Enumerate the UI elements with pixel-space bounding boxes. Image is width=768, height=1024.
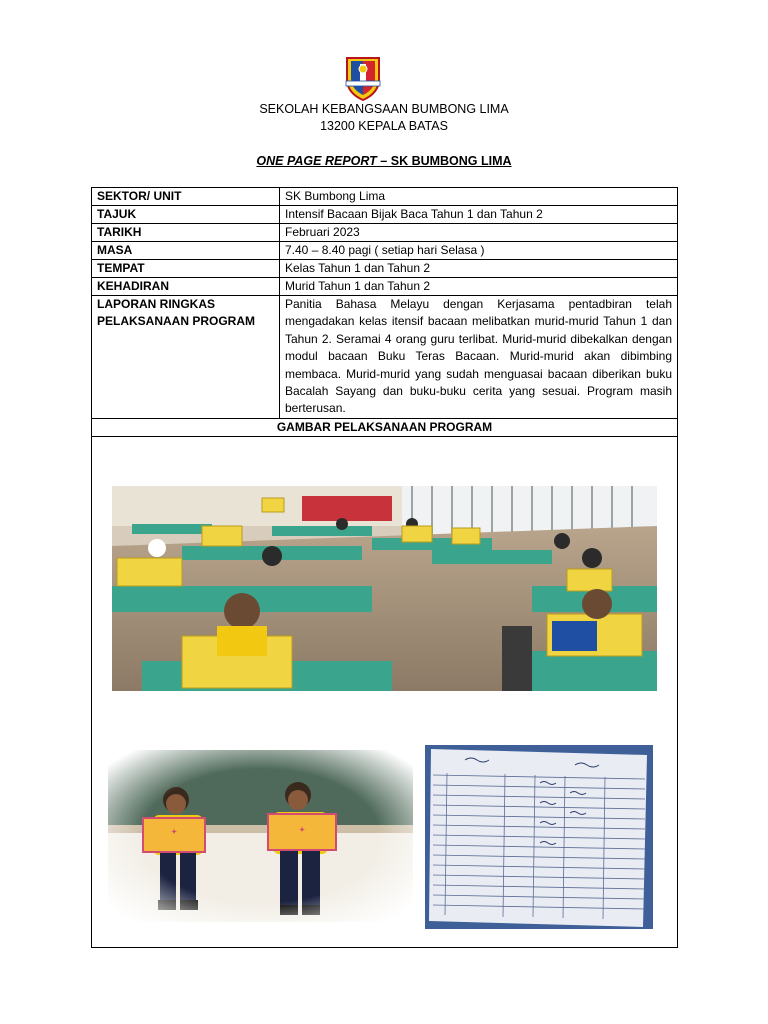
row-label-masa: MASA bbox=[92, 242, 280, 260]
row-value-sektor: SK Bumbong Lima bbox=[280, 188, 678, 206]
school-crest-icon bbox=[342, 55, 384, 101]
school-name: SEKOLAH KEBANGSAAN BUMBONG LIMA bbox=[259, 102, 509, 116]
classroom-photo bbox=[112, 486, 657, 691]
table-row bbox=[92, 206, 678, 224]
table-row bbox=[92, 188, 678, 206]
row-value-masa: 7.40 – 8.40 pagi ( setiap hari Selasa ) bbox=[280, 242, 678, 260]
report-title-italic: ONE PAGE REPORT bbox=[256, 154, 377, 168]
row-value-kehadiran: Murid Tahun 1 dan Tahun 2 bbox=[280, 278, 678, 296]
row-value-tempat: Kelas Tahun 1 dan Tahun 2 bbox=[280, 260, 678, 278]
table-row bbox=[92, 242, 678, 260]
students-photo bbox=[108, 750, 413, 922]
row-value-tarikh: Februari 2023 bbox=[280, 224, 678, 242]
table-row bbox=[92, 296, 678, 419]
school-address: 13200 KEPALA BATAS bbox=[320, 119, 448, 133]
laporan-label-line1: LAPORAN RINGKAS bbox=[97, 297, 216, 311]
table-row bbox=[92, 260, 678, 278]
photos-heading: GAMBAR PELAKSANAAN PROGRAM bbox=[92, 418, 678, 436]
report-info-table bbox=[91, 187, 678, 437]
row-label-laporan bbox=[92, 296, 280, 419]
row-label-tajuk: TAJUK bbox=[92, 206, 280, 224]
row-label-kehadiran: KEHADIRAN bbox=[92, 278, 280, 296]
record-sheet-photo bbox=[425, 745, 653, 929]
row-label-sektor: SEKTOR/ UNIT bbox=[92, 188, 280, 206]
row-value-laporan: Panitia Bahasa Melayu dengan Kerjasama pentadbiran telah mengadakan kelas itensif bacaan melibatkan murid-murid Tahun 1 dan Tahun 2. Seramai 4 orang guru terlibat. Murid-murid dibekalkan dengan modul bacaan Buku Teras Bacaan. Murid-murid akan dibimbing membaca. Murid-murid yang sudah menguasai bacaan diberikan buku Bacalah Sayang dan buku-buku cerita yang sesuai. Program masih berterusan. bbox=[280, 296, 678, 419]
row-label-tarikh: TARIKH bbox=[92, 224, 280, 242]
table-row bbox=[92, 418, 678, 436]
table-row bbox=[92, 278, 678, 296]
report-title-rest: – SK BUMBONG LIMA bbox=[376, 154, 512, 168]
table-row bbox=[92, 224, 678, 242]
row-label-tempat: TEMPAT bbox=[92, 260, 280, 278]
laporan-label-line2: PELAKSANAAN PROGRAM bbox=[97, 314, 256, 328]
report-title bbox=[0, 153, 768, 170]
row-value-tajuk: Intensif Bacaan Bijak Baca Tahun 1 dan Tahun 2 bbox=[280, 206, 678, 224]
